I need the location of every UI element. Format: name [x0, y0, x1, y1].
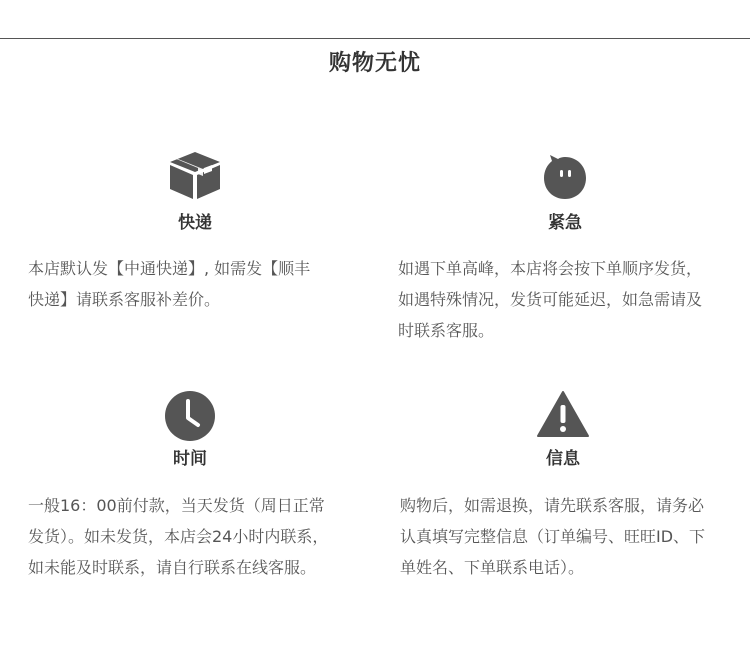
section-label-time: 时间	[173, 449, 207, 469]
section-label-info: 信息	[546, 449, 580, 469]
chat-bubble-icon	[510, 155, 620, 201]
package-box-icon	[140, 150, 250, 200]
clock-icon	[135, 390, 245, 442]
section-label-urgent: 紧急	[548, 213, 582, 233]
section-desc-time: 一般16：00前付款，当天发货（周日正常 发货）。如未发货，本店会24小时内联系， 如未能及时联系，请自行联系在线客服。	[28, 496, 329, 577]
top-divider	[0, 38, 750, 39]
section-label-express: 快递	[178, 213, 212, 233]
warning-triangle-icon	[508, 390, 618, 438]
section-desc-urgent: 如遇下单高峰，本店将会按下单顺序发货， 如遇特殊情况，发货可能延迟，如急需请及 时联系客服。	[398, 259, 703, 340]
page-title: 购物无忧	[328, 51, 421, 76]
section-desc-express: 本店默认发【中通快递】, 如需发【顺丰 快递】请联系客服补差价。	[28, 259, 311, 309]
section-desc-info: 购物后，如需退换，请先联系客服，请务必 认真填写完整信息（订单编号、旺旺ID、下 单姓名、下单联系电话）。	[400, 496, 706, 577]
